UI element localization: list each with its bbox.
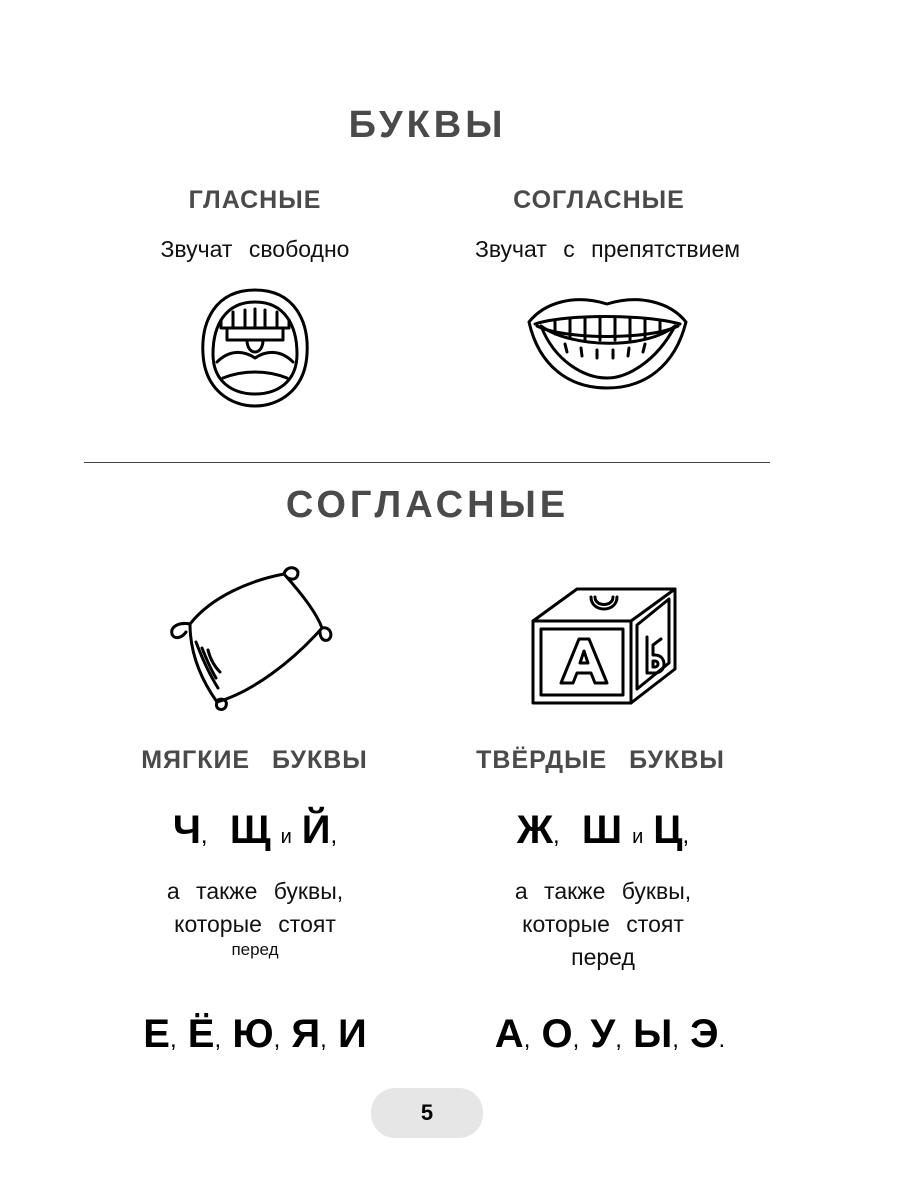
- vowel-letter: Е: [143, 1012, 170, 1056]
- section-divider: [84, 462, 770, 463]
- soft-vowels-row: Е, Ё, Ю, Я, И: [143, 1012, 367, 1056]
- smiling-lips-icon: [525, 292, 690, 392]
- vowel-letter: У: [590, 1012, 616, 1056]
- vowels-heading: ГЛАСНЫЕ: [188, 186, 322, 214]
- consonants-description: Звучат с препятствием: [474, 236, 741, 262]
- vowel-letter: Я: [291, 1012, 321, 1056]
- hard-consonants-row: Ж, Ш и Ц,: [516, 808, 690, 852]
- soft-text-line3: перед: [231, 940, 279, 959]
- consonants-title: СОГЛАСНЫЕ: [285, 484, 570, 526]
- soft-letter: Ч: [172, 808, 201, 852]
- soft-letters-heading: МЯГКИЕ БУКВЫ: [141, 746, 368, 774]
- vowel-letter: А: [494, 1012, 524, 1056]
- hard-vowels-row: А, О, У, Ы, Э.: [494, 1012, 726, 1056]
- consonants-heading: СОГЛАСНЫЕ: [513, 186, 685, 214]
- soft-consonants-row: Ч, Щ и Й,: [172, 808, 338, 852]
- hard-letter: Ж: [516, 808, 553, 852]
- soft-text-line1: а также буквы,: [166, 878, 344, 904]
- soft-letter: Щ: [229, 808, 271, 852]
- hard-letter: Ц: [653, 808, 683, 852]
- hard-text-line2: которые стоят: [522, 911, 684, 937]
- conjunction: и: [632, 826, 644, 848]
- letter-cube-icon: [525, 585, 685, 710]
- conjunction: и: [280, 826, 292, 848]
- vowel-letter: О: [541, 1012, 573, 1056]
- vowels-description: Звучат свободно: [160, 236, 350, 262]
- page-number: 5: [371, 1088, 483, 1138]
- hard-letters-heading: ТВЁРДЫЕ БУКВЫ: [476, 746, 725, 774]
- hard-text-line3: перед: [571, 944, 635, 970]
- vowel-letter: Ы: [633, 1012, 673, 1056]
- hard-text-line1: а также буквы,: [514, 878, 692, 904]
- vowel-letter: Ё: [187, 1012, 215, 1056]
- hard-letter: Ш: [581, 808, 623, 852]
- page-title: БУКВЫ: [348, 104, 507, 146]
- pillow-icon: [162, 562, 337, 712]
- vowel-letter: Э: [690, 1012, 719, 1056]
- open-mouth-icon: [195, 282, 315, 412]
- soft-text-line2: которые стоят: [174, 911, 336, 937]
- vowel-letter: Ю: [232, 1012, 274, 1056]
- vowel-letter: И: [337, 1012, 367, 1056]
- soft-letter: Й: [301, 808, 331, 852]
